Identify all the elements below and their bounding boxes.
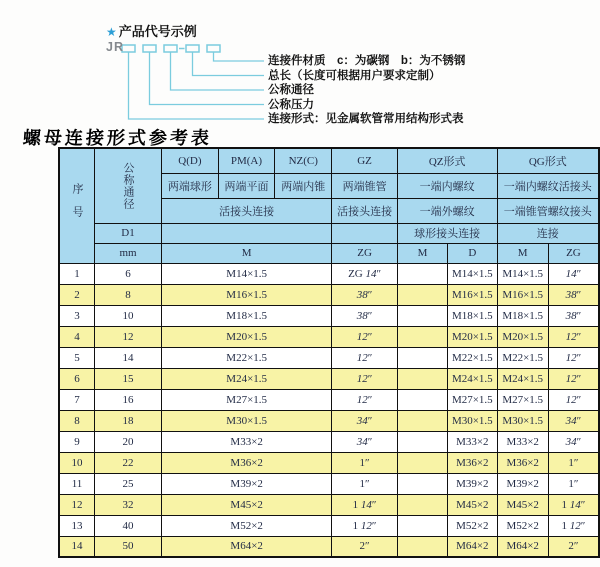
nut-connection-table [58, 147, 600, 558]
cell-qg_m: M22×1.5 [497, 347, 548, 368]
″fraction″: 38 [356, 309, 368, 322]
cell-qg_m: M18×1.5 [497, 305, 548, 326]
code-box [164, 45, 177, 52]
″fraction″: 12 [565, 372, 577, 385]
cell-dn: 10 [95, 305, 162, 326]
header-seq [59, 148, 95, 263]
cell-qg_zg: 14″ [548, 263, 599, 284]
cell-qg_zg: 38″ [548, 305, 599, 326]
cell-qz_d: M30×1.5 [448, 410, 497, 431]
cell-m: M16×1.5 [162, 284, 332, 305]
header-qz-d: D [448, 243, 497, 263]
cell-zg: 1 14″ [332, 494, 398, 515]
cell-qz_m [397, 410, 447, 431]
″fraction″: 12 [565, 351, 577, 364]
cell-qg_m: M27×1.5 [497, 389, 548, 410]
cell-qg_zg: 1″ [548, 452, 599, 473]
cell-qz_d: M18×1.5 [448, 305, 497, 326]
header-row-d1 [59, 223, 599, 243]
header-col-qz: QZ形式 [397, 148, 497, 173]
cell-qz_d: M52×2 [448, 515, 497, 536]
cell-m: M33×2 [162, 431, 332, 452]
cell-qz_m [397, 473, 447, 494]
cell-m: M22×1.5 [162, 347, 332, 368]
cell-seq: 2 [59, 284, 95, 305]
cell-dn: 22 [95, 452, 162, 473]
star-icon: ★ [106, 25, 117, 39]
cell-dn: 14 [95, 347, 162, 368]
cell-qg_zg: 12″ [548, 389, 599, 410]
header-qz-desc2: 一端外螺纹 [397, 198, 497, 223]
header-pm-desc: 两端平面 [218, 173, 274, 198]
cell-seq: 13 [59, 515, 95, 536]
cell-m: M45×2 [162, 494, 332, 515]
cell-seq: 11 [59, 473, 95, 494]
table-row [59, 536, 599, 557]
cell-qg_m: M45×2 [497, 494, 548, 515]
diagram-label-length: 总长（长度可根据用户要求定制） [268, 69, 441, 82]
header-nz-desc: 两端内锥 [275, 173, 332, 198]
header-dn-label: 公称通径 [122, 161, 134, 210]
cell-m: M30×1.5 [162, 410, 332, 431]
header-zg: ZG [332, 243, 398, 263]
cell-dn: 16 [95, 389, 162, 410]
table-row [59, 347, 599, 368]
″fraction″: 12 [565, 393, 577, 406]
cell-seq: 4 [59, 326, 95, 347]
cell-qg_zg: 1″ [548, 473, 599, 494]
″fraction″: 12 [356, 330, 368, 343]
table-row [59, 368, 599, 389]
code-box [207, 45, 220, 52]
cell-dn: 20 [95, 431, 162, 452]
″fraction″: 38 [565, 309, 577, 322]
cell-qg_m: M33×2 [497, 431, 548, 452]
cell-qz_d: M24×1.5 [448, 368, 497, 389]
table-row [59, 284, 599, 305]
″fraction″: 34 [565, 435, 577, 448]
cell-seq: 12 [59, 494, 95, 515]
cell-qz_m [397, 515, 447, 536]
″fraction″: 34 [356, 414, 368, 427]
table-row [59, 326, 599, 347]
diagram-label-material: 连接件材质 c：为碳钢 b：为不锈钢 [268, 55, 466, 67]
connector-line [193, 52, 265, 76]
table-row [59, 452, 599, 473]
header-col-gz: GZ [332, 148, 398, 173]
″fraction″: 38 [356, 288, 368, 301]
table-body [59, 263, 599, 557]
cell-qz_d: M64×2 [448, 536, 497, 557]
″fraction″: 14 [569, 498, 581, 511]
table-header [59, 148, 599, 263]
cell-zg: 38″ [332, 305, 398, 326]
cell-dn: 8 [95, 284, 162, 305]
cell-seq: 9 [59, 431, 95, 452]
cell-seq: 1 [59, 263, 95, 284]
connector-line [214, 52, 265, 61]
cell-seq: 6 [59, 368, 95, 389]
cell-seq: 7 [59, 389, 95, 410]
header-row-units [59, 243, 599, 263]
cell-qz_d: M20×1.5 [448, 326, 497, 347]
table-row [59, 410, 599, 431]
cell-qg_zg: 1 12″ [548, 515, 599, 536]
cell-m: M24×1.5 [162, 368, 332, 389]
header-empty-gz [332, 223, 398, 243]
cell-zg: 1″ [332, 473, 398, 494]
cell-qz_d: M36×2 [448, 452, 497, 473]
diagram-label-connection: 连接形式：见金属软管常用结构形式表 [268, 113, 464, 125]
header-union-conn: 活接头连接 [162, 198, 332, 223]
header-col-qg: QG形式 [497, 148, 599, 173]
cell-zg: 1 12″ [332, 515, 398, 536]
″fraction″: 34 [356, 435, 368, 448]
cell-qz_m [397, 494, 447, 515]
cell-dn: 18 [95, 410, 162, 431]
cell-m: M14×1.5 [162, 263, 332, 284]
cell-qg_m: M36×2 [497, 452, 548, 473]
header-qz-desc1: 一端内螺纹 [397, 173, 497, 198]
″fraction″: 14 [565, 267, 577, 280]
cell-dn: 32 [95, 494, 162, 515]
header-qg-m: M [497, 243, 548, 263]
cell-m: M18×1.5 [162, 305, 332, 326]
table-row [59, 389, 599, 410]
cell-zg: 12″ [332, 389, 398, 410]
connector-line [171, 52, 265, 90]
cell-qg_zg: 38″ [548, 284, 599, 305]
cell-zg: 34″ [332, 410, 398, 431]
connector-line [129, 52, 265, 119]
code-box [186, 45, 199, 52]
diagram-title [106, 21, 197, 40]
header-empty-mid [162, 223, 332, 243]
cell-zg: ZG 14″ [332, 263, 398, 284]
cell-qz_m [397, 305, 447, 326]
″fraction″: 38 [565, 288, 577, 301]
header-seq-label: 序号 [71, 182, 83, 229]
cell-m: M27×1.5 [162, 389, 332, 410]
cell-zg: 38″ [332, 284, 398, 305]
diagram-label-diameter: 公称通径 [268, 84, 314, 96]
cell-qz_d: M14×1.5 [448, 263, 497, 284]
″fraction″: 14 [365, 267, 377, 280]
table-row [59, 263, 599, 284]
header-qg-conn: 连接 [497, 223, 599, 243]
header-d1: D1 [95, 223, 162, 243]
cell-qz_m [397, 326, 447, 347]
connector-line [150, 52, 265, 105]
cell-zg: 1″ [332, 452, 398, 473]
cell-m: M52×2 [162, 515, 332, 536]
cell-qg_zg: 1 14″ [548, 494, 599, 515]
″fraction″: 14 [360, 498, 372, 511]
cell-qz_d: M33×2 [448, 431, 497, 452]
cell-seq: 8 [59, 410, 95, 431]
cell-qg_m: M14×1.5 [497, 263, 548, 284]
″fraction″: 12 [356, 351, 368, 364]
cell-seq: 14 [59, 536, 95, 557]
product-code-prefix: JR [106, 40, 124, 54]
cell-zg: 12″ [332, 347, 398, 368]
cell-dn: 12 [95, 326, 162, 347]
cell-dn: 50 [95, 536, 162, 557]
cell-qg_zg: 12″ [548, 347, 599, 368]
header-gz-desc: 两端锥管 [332, 173, 398, 198]
cell-qz_m [397, 431, 447, 452]
table-row [59, 515, 599, 536]
cell-qz_m [397, 284, 447, 305]
cell-m: M36×2 [162, 452, 332, 473]
cell-zg: 12″ [332, 326, 398, 347]
cell-qg_zg: 12″ [548, 326, 599, 347]
header-qg-zg: ZG [548, 243, 599, 263]
cell-qz_d: M45×2 [448, 494, 497, 515]
″fraction″: 12 [569, 519, 581, 532]
header-col-q: Q(D) [162, 148, 219, 173]
cell-qg_m: M39×2 [497, 473, 548, 494]
cell-qz_m [397, 263, 447, 284]
cell-qg_m: M30×1.5 [497, 410, 548, 431]
cell-qz_m [397, 536, 447, 557]
header-m: M [162, 243, 332, 263]
header-dn [95, 148, 162, 223]
cell-qz_d: M22×1.5 [448, 347, 497, 368]
header-col-pm: PM(A) [218, 148, 274, 173]
cell-qz_d: M27×1.5 [448, 389, 497, 410]
″fraction″: 12 [565, 330, 577, 343]
cell-dn: 25 [95, 473, 162, 494]
cell-dn: 15 [95, 368, 162, 389]
header-q-desc: 两端球形 [162, 173, 219, 198]
header-qz-m: M [397, 243, 447, 263]
diagram-label-pressure: 公称压力 [268, 98, 314, 111]
cell-qg_m: M24×1.5 [497, 368, 548, 389]
cell-dn: 40 [95, 515, 162, 536]
header-qg-desc1: 一端内螺纹活接头 [497, 173, 599, 198]
cell-qz_m [397, 347, 447, 368]
table-row [59, 494, 599, 515]
cell-qz_m [397, 452, 447, 473]
table-row [59, 473, 599, 494]
cell-m: M20×1.5 [162, 326, 332, 347]
diagram-title-text: 产品代号示例 [118, 24, 197, 39]
header-qz-conn: 球形接头连接 [397, 223, 497, 243]
cell-m: M64×2 [162, 536, 332, 557]
table-title: 螺母连接形式参考表 [22, 128, 213, 148]
cell-qz_d: M16×1.5 [448, 284, 497, 305]
code-box [143, 45, 156, 52]
cell-zg: 12″ [332, 368, 398, 389]
cell-qg_m: M20×1.5 [497, 326, 548, 347]
header-gz-conn: 活接头连接 [332, 198, 398, 223]
cell-zg: 2″ [332, 536, 398, 557]
cell-qg_zg: 34″ [548, 410, 599, 431]
cell-seq: 10 [59, 452, 95, 473]
cell-qg_m: M52×2 [497, 515, 548, 536]
″fraction″: 12 [360, 519, 372, 532]
cell-qg_m: M64×2 [497, 536, 548, 557]
cell-qz_m [397, 389, 447, 410]
cell-m: M39×2 [162, 473, 332, 494]
header-col-nz: NZ(C) [275, 148, 332, 173]
cell-qg_m: M16×1.5 [497, 284, 548, 305]
table-row [59, 431, 599, 452]
″fraction″: 12 [356, 393, 368, 406]
cell-qg_zg: 34″ [548, 431, 599, 452]
″fraction″: 12 [356, 372, 368, 385]
header-mm: mm [95, 243, 162, 263]
header-qg-desc2: 一端锥管螺纹接头 [497, 198, 599, 223]
cell-seq: 5 [59, 347, 95, 368]
cell-qg_zg: 2″ [548, 536, 599, 557]
″fraction″: 34 [565, 414, 577, 427]
cell-dn: 6 [95, 263, 162, 284]
cell-zg: 34″ [332, 431, 398, 452]
table-row [59, 305, 599, 326]
header-row-forms [59, 148, 599, 173]
cell-seq: 3 [59, 305, 95, 326]
cell-qz_m [397, 368, 447, 389]
cell-qz_d: M39×2 [448, 473, 497, 494]
cell-qg_zg: 12″ [548, 368, 599, 389]
